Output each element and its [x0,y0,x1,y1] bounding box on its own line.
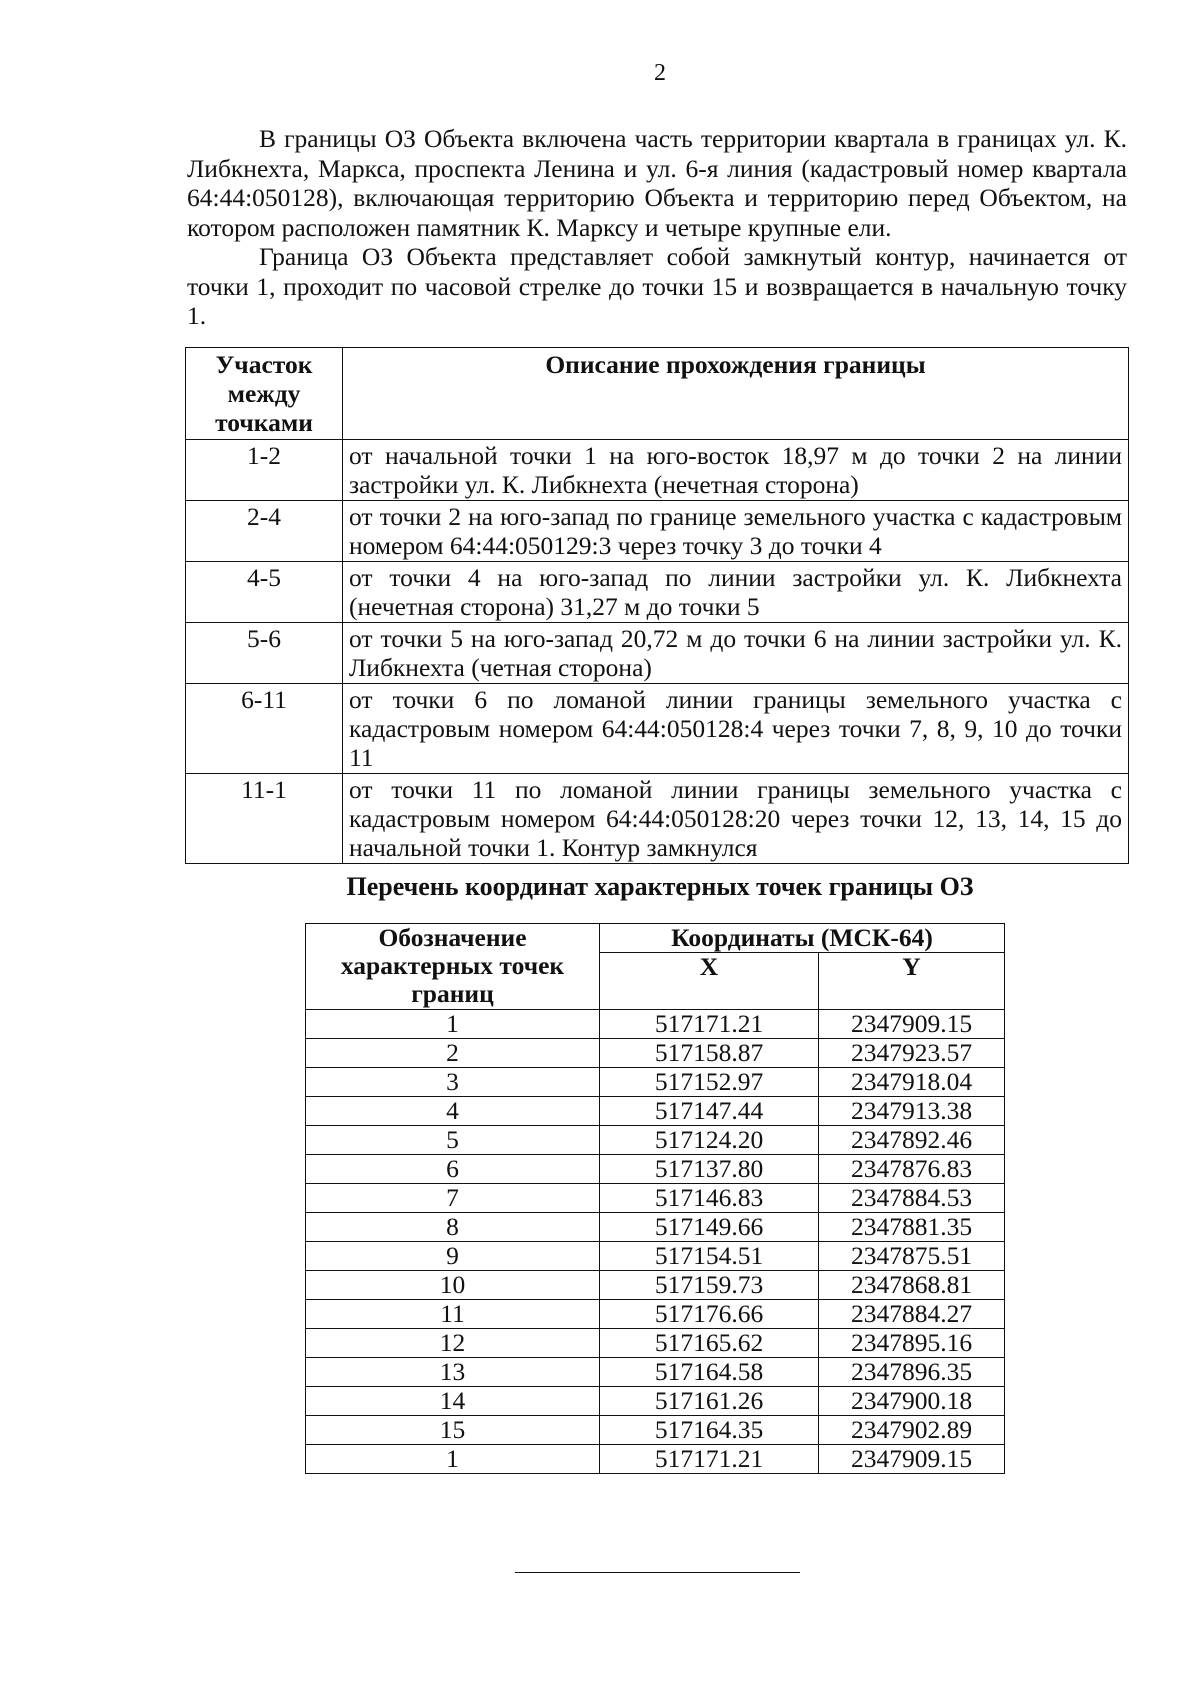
x-cell: 517158.87 [600,1039,819,1068]
y-cell: 2347868.81 [819,1271,1005,1300]
x-cell: 517149.66 [600,1213,819,1242]
table-row [306,1300,1005,1329]
table-row [306,1097,1005,1126]
segment-header: Участок между точками [186,348,343,440]
boundary-segments-table [185,347,1129,864]
y-header: Y [819,953,1005,1010]
point-header: Обозначение характерных точек границ [306,924,600,1010]
table-header-row [186,348,1129,440]
y-cell: 2347881.35 [819,1213,1005,1242]
point-cell: 3 [306,1068,600,1097]
description-cell: от точки 6 по ломаной линии границы земельного участка с кадастровым номером 64:44:050128:4 через точки 7, 8, 9, 10 до точки 11 [343,684,1129,774]
description-cell: от начальной точки 1 на юго-восток 18,97 м до точки 2 на линии застройки ул. К. Либкнехта (нечетная сторона) [343,440,1129,501]
description-cell: от точки 4 на юго-запад по линии застройки ул. К. Либкнехта (нечетная сторона) 31,27 м до точки 5 [343,562,1129,623]
y-cell: 2347876.83 [819,1155,1005,1184]
point-cell: 1 [306,1010,600,1039]
point-cell: 5 [306,1126,600,1155]
segment-cell: 2-4 [186,501,343,562]
footer-divider [515,1572,800,1573]
table-row [186,774,1129,864]
table-row [306,1010,1005,1039]
x-cell: 517171.21 [600,1010,819,1039]
x-cell: 517161.26 [600,1387,819,1416]
y-cell: 2347902.89 [819,1416,1005,1445]
segment-cell: 11-1 [186,774,343,864]
point-cell: 11 [306,1300,600,1329]
coords-title: Перечень координат характерных точек границы ОЗ [346,872,974,901]
y-cell: 2347913.38 [819,1097,1005,1126]
y-cell: 2347909.15 [819,1010,1005,1039]
x-cell: 517164.35 [600,1416,819,1445]
table-row [306,1271,1005,1300]
table-row [186,501,1129,562]
boundary-paragraph: Граница ОЗ Объекта представляет собой замкнутый контур, начинается от точки 1, проходит по часовой стрелке до точки 15 и возвращается в начальную точку 1. [187,242,1127,330]
point-cell: 15 [306,1416,600,1445]
intro-paragraph: В границы ОЗ Объекта включена часть территории квартала в границах ул. К. Либкнехта, Маркса, проспекта Ленина и ул. 6-я линия (кадастровый номер квартала 64:44:050128), включающая территорию Объекта и территорию перед Объектом, на котором расположен памятник К. Марксу и четыре крупные ели. [187,124,1127,242]
x-header: X [600,953,819,1010]
table-header-row [306,924,1005,953]
page-number: 2 [654,60,666,86]
description-cell: от точки 2 на юго-запад по границе земельного участка с кадастровым номером 64:44:050129:3 через точку 3 до точки 4 [343,501,1129,562]
x-cell: 517154.51 [600,1242,819,1271]
x-cell: 517176.66 [600,1300,819,1329]
point-cell: 1 [306,1445,600,1474]
point-cell: 10 [306,1271,600,1300]
x-cell: 517137.80 [600,1155,819,1184]
segment-cell: 4-5 [186,562,343,623]
table-row [186,440,1129,501]
point-cell: 12 [306,1329,600,1358]
y-cell: 2347918.04 [819,1068,1005,1097]
segment-cell: 1-2 [186,440,343,501]
coordinates-table [305,923,1005,1474]
point-cell: 13 [306,1358,600,1387]
x-cell: 517124.20 [600,1126,819,1155]
x-cell: 517146.83 [600,1184,819,1213]
y-cell: 2347923.57 [819,1039,1005,1068]
x-cell: 517159.73 [600,1271,819,1300]
point-cell: 14 [306,1387,600,1416]
y-cell: 2347875.51 [819,1242,1005,1271]
table-row [306,1039,1005,1068]
y-cell: 2347896.35 [819,1358,1005,1387]
x-cell: 517171.21 [600,1445,819,1474]
table-row [306,1126,1005,1155]
table-row [186,623,1129,684]
x-cell: 517165.62 [600,1329,819,1358]
table-row [306,1416,1005,1445]
table-row [306,1213,1005,1242]
x-cell: 517152.97 [600,1068,819,1097]
table-row [306,1068,1005,1097]
table-row [186,562,1129,623]
y-cell: 2347884.27 [819,1300,1005,1329]
table-row [186,684,1129,774]
point-cell: 8 [306,1213,600,1242]
y-cell: 2347909.15 [819,1445,1005,1474]
point-cell: 2 [306,1039,600,1068]
coords-header: Координаты (МСК-64) [600,924,1005,953]
segment-cell: 6-11 [186,684,343,774]
table-row [306,1387,1005,1416]
description-header: Описание прохождения границы [343,348,1129,440]
point-cell: 7 [306,1184,600,1213]
table-row [306,1184,1005,1213]
y-cell: 2347895.16 [819,1329,1005,1358]
point-cell: 6 [306,1155,600,1184]
table-row [306,1329,1005,1358]
description-cell: от точки 11 по ломаной линии границы земельного участка с кадастровым номером 64:44:050128:20 через точки 12, 13, 14, 15 до начальной точки 1. Контур замкнулся [343,774,1129,864]
x-cell: 517164.58 [600,1358,819,1387]
x-cell: 517147.44 [600,1097,819,1126]
table-row [306,1242,1005,1271]
y-cell: 2347884.53 [819,1184,1005,1213]
table-row [306,1358,1005,1387]
description-cell: от точки 5 на юго-запад 20,72 м до точки 6 на линии застройки ул. К. Либкнехта (четная сторона) [343,623,1129,684]
table-row [306,1155,1005,1184]
y-cell: 2347900.18 [819,1387,1005,1416]
table-row [306,1445,1005,1474]
point-cell: 9 [306,1242,600,1271]
point-cell: 4 [306,1097,600,1126]
y-cell: 2347892.46 [819,1126,1005,1155]
segment-cell: 5-6 [186,623,343,684]
